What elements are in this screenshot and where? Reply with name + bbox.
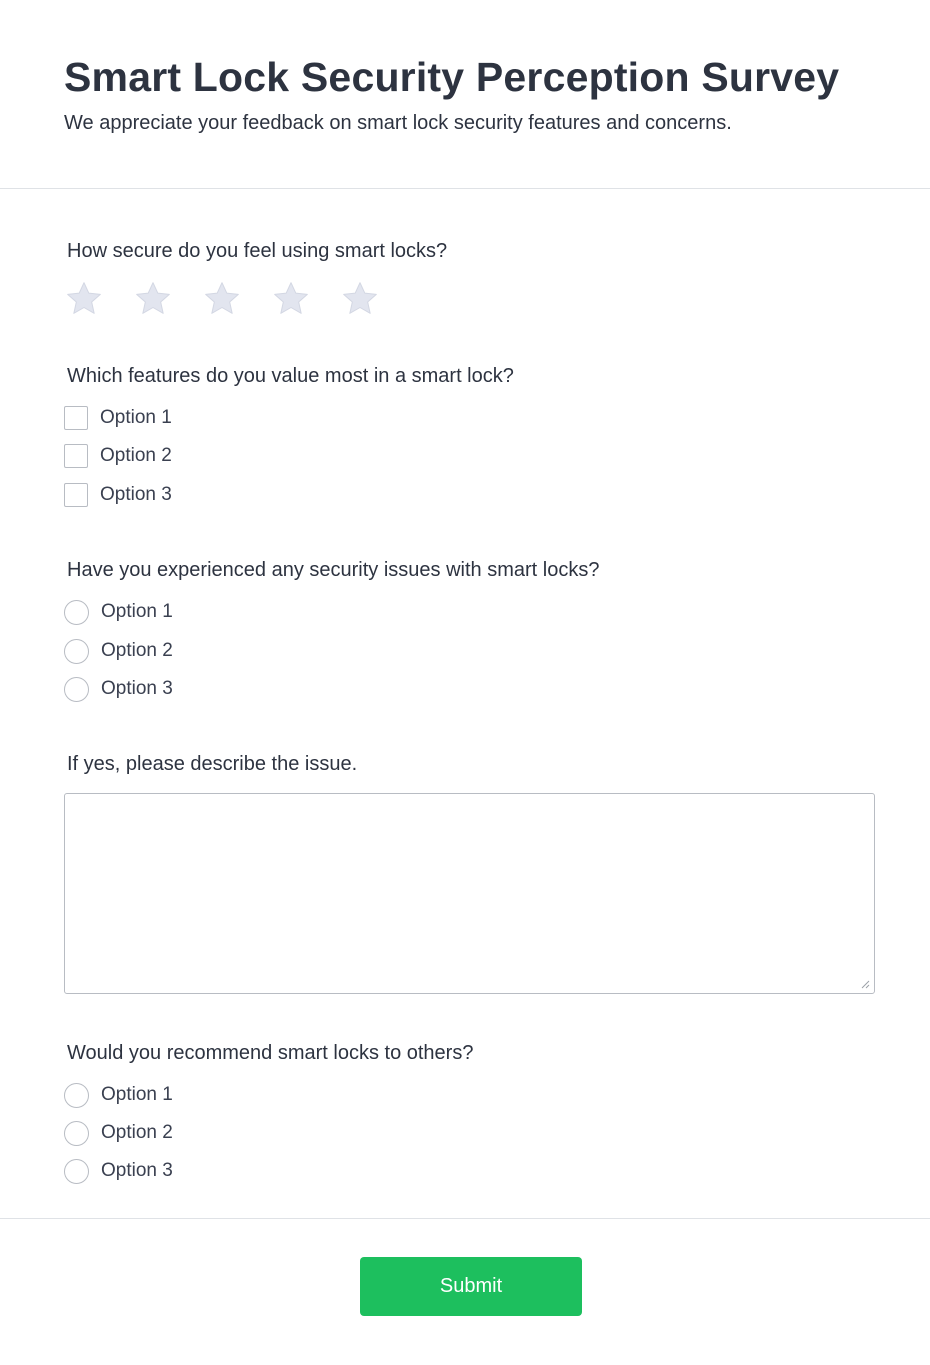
option-label: Option 2 (101, 640, 173, 661)
recommend-option[interactable] (64, 1120, 173, 1146)
resize-grip-icon[interactable] (860, 979, 870, 989)
option-label: Option 1 (100, 407, 172, 428)
survey-footer (0, 1219, 930, 1365)
star-icon[interactable] (271, 279, 311, 319)
checkbox[interactable] (64, 483, 88, 507)
option-label: Option 3 (101, 678, 173, 699)
feature-option[interactable] (64, 482, 172, 508)
feature-option[interactable] (64, 405, 172, 431)
star-rating (64, 279, 409, 319)
issues-option[interactable] (64, 676, 173, 702)
option-label: Option 1 (101, 1084, 173, 1105)
page-title: Smart Lock Security Perception Survey (64, 54, 840, 100)
recommend-option[interactable] (64, 1082, 173, 1108)
radio-button[interactable] (64, 677, 89, 702)
radio-button[interactable] (64, 1121, 89, 1146)
issue-description-textarea[interactable] (64, 793, 875, 994)
recommend-option[interactable] (64, 1158, 173, 1184)
option-label: Option 1 (101, 601, 173, 622)
star-icon[interactable] (64, 279, 104, 319)
radio-button[interactable] (64, 600, 89, 625)
option-label: Option 2 (100, 445, 172, 466)
question-valued-features: Which features do you value most in a smart lock? (67, 365, 514, 387)
option-label: Option 3 (101, 1160, 173, 1181)
page-subtitle: We appreciate your feedback on smart lock security features and concerns. (64, 112, 732, 134)
question-security-issues: Have you experienced any security issues with smart locks? (67, 559, 600, 581)
survey-body (0, 189, 930, 1219)
radio-button[interactable] (64, 1083, 89, 1108)
option-label: Option 3 (100, 484, 172, 505)
issues-option[interactable] (64, 638, 173, 664)
question-describe-issue: If yes, please describe the issue. (67, 753, 358, 775)
star-icon[interactable] (202, 279, 242, 319)
question-security-rating: How secure do you feel using smart locks? (67, 240, 448, 262)
checkbox[interactable] (64, 444, 88, 468)
radio-button[interactable] (64, 1159, 89, 1184)
star-icon[interactable] (340, 279, 380, 319)
checkbox[interactable] (64, 406, 88, 430)
survey-header (0, 0, 930, 189)
radio-button[interactable] (64, 639, 89, 664)
issues-option[interactable] (64, 599, 173, 625)
option-label: Option 2 (101, 1122, 173, 1143)
star-icon[interactable] (133, 279, 173, 319)
submit-button[interactable]: Submit (360, 1257, 582, 1316)
question-recommend: Would you recommend smart locks to others? (67, 1042, 474, 1064)
feature-option[interactable] (64, 443, 172, 469)
